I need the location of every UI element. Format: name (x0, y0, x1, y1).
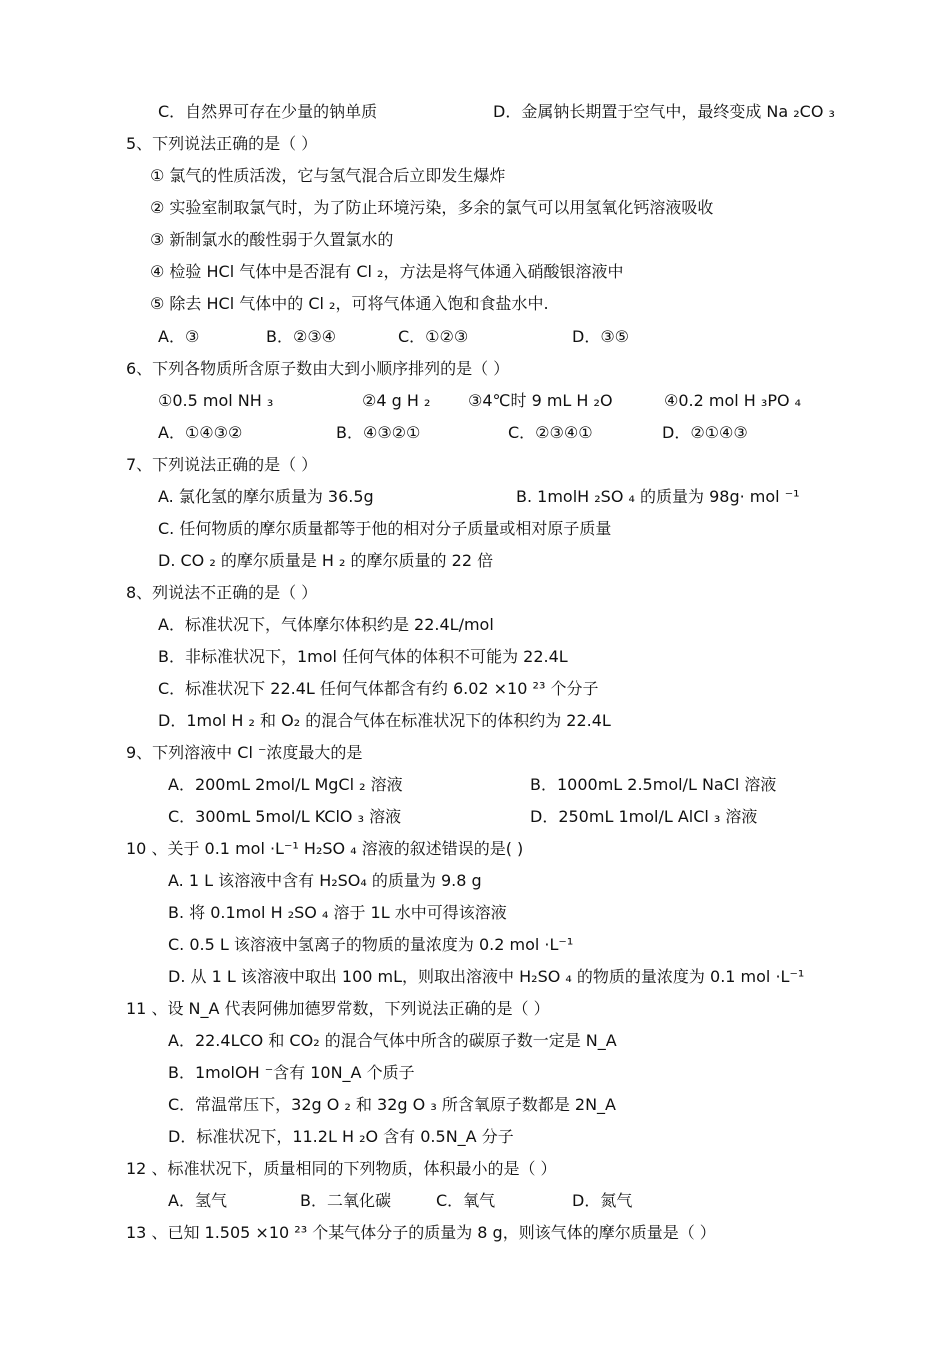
q10-option-a: A. 1 L 该溶液中含有 H₂SO₄ 的质量为 9.8 g (168, 871, 482, 890)
q11-option-a: A．22.4LCO 和 CO₂ 的混合气体中所含的碳原子数一定是 N_A (168, 1031, 617, 1050)
q6-item-3: ③4℃时 9 mL H ₂O (468, 391, 613, 410)
q5-item-2: ② 实验室制取氯气时，为了防止环境污染，多余的氯气可以用氢氧化钙溶液吸收 (150, 198, 714, 217)
q6-option-d: D．②①④③ (662, 423, 748, 442)
q9-option-b: B．1000mL 2.5mol/L NaCl 溶液 (530, 775, 777, 794)
q5-option-b: B．②③④ (266, 327, 337, 346)
q6-stem: 6、下列各物质所含原子数由大到小顺序排列的是（ ） (126, 359, 510, 378)
q5-item-1: ① 氯气的性质活泼，它与氢气混合后立即发生爆炸 (150, 166, 506, 185)
q10-option-b: B. 将 0.1mol H ₂SO ₄ 溶于 1L 水中可得该溶液 (168, 903, 507, 922)
q8-option-c: C．标准状况下 22.4L 任何气体都含有约 6.02 ×10 ²³ 个分子 (158, 679, 599, 698)
q10-option-d: D. 从 1 L 该溶液中取出 100 mL，则取出溶液中 H₂SO ₄ 的物质的量浓度为 0.1 mol ·L⁻¹ (168, 967, 805, 986)
q5-option-c: C．①②③ (398, 327, 469, 346)
q11-option-c: C．常温常压下，32g O ₂ 和 32g O ₃ 所含氧原子数都是 2N_A (168, 1095, 617, 1114)
q9-option-c: C．300mL 5mol/L KClO ₃ 溶液 (168, 807, 402, 826)
q12-option-a: A．氢气 (168, 1191, 227, 1210)
q7-option-c: C. 任何物质的摩尔质量都等于他的相对分子质量或相对原子质量 (158, 519, 612, 538)
q10-stem: 10 、关于 0.1 mol ·L⁻¹ H₂SO ₄ 溶液的叙述错误的是( ) (126, 839, 524, 858)
q12-option-c: C．氧气 (436, 1191, 496, 1210)
q7-stem: 7、下列说法正确的是（ ） (126, 455, 318, 474)
q11-stem: 11 、设 N_A 代表阿佛加德罗常数，下列说法正确的是（ ） (126, 999, 550, 1018)
q8-option-b: B．非标准状况下，1mol 任何气体的体积不可能为 22.4L (158, 647, 568, 666)
q5-option-d: D．③⑤ (572, 327, 630, 346)
q6-option-c: C．②③④① (508, 423, 593, 442)
q4-option-d: D．金属钠长期置于空气中，最终变成 Na ₂CO ₃ (493, 102, 835, 121)
q12-stem: 12 、标准状况下，质量相同的下列物质，体积最小的是（ ） (126, 1159, 557, 1178)
q10-option-c: C. 0.5 L 该溶液中氢离子的物质的量浓度为 0.2 mol ·L⁻¹ (168, 935, 574, 954)
q11-option-b: B．1molOH ⁻含有 10N_A 个质子 (168, 1063, 415, 1082)
q6-option-a: A．①④③② (158, 423, 243, 442)
q12-options (168, 1190, 632, 1212)
q6-item-4: ④0.2 mol H ₃PO ₄ (664, 391, 802, 410)
q9-stem: 9、下列溶液中 Cl ⁻浓度最大的是 (126, 743, 363, 762)
q6-item-1: ①0.5 mol NH ₃ (158, 391, 274, 410)
q13-stem: 13 、已知 1.505 ×10 ²³ 个某气体分子的质量为 8 g，则该气体的摩尔质量是（ ） (126, 1223, 716, 1242)
q6-item-2: ②4 g H ₂ (362, 391, 431, 410)
q4-option-c: C．自然界可存在少量的钠单质 (158, 102, 378, 121)
q7-option-d: D. CO ₂ 的摩尔质量是 H ₂ 的摩尔质量的 22 倍 (158, 551, 494, 570)
q5-option-a: A．③ (158, 327, 200, 346)
q7-option-a: A. 氯化氢的摩尔质量为 36.5g (158, 487, 374, 506)
q5-stem: 5、下列说法正确的是（ ） (126, 134, 318, 153)
q5-item-5: ⑤ 除去 HCl 气体中的 Cl ₂，可将气体通入饱和食盐水中. (150, 294, 549, 313)
q8-stem: 8、列说法不正确的是（ ） (126, 583, 318, 602)
q5-options (158, 326, 629, 348)
q5-item-4: ④ 检验 HCl 气体中是否混有 Cl ₂，方法是将气体通入硝酸银溶液中 (150, 262, 624, 281)
q11-option-d: D．标准状况下，11.2L H ₂O 含有 0.5N_A 分子 (168, 1127, 514, 1146)
q7-option-b: B. 1molH ₂SO ₄ 的质量为 98g· mol ⁻¹ (516, 487, 800, 506)
q12-option-d: D．氮气 (572, 1191, 633, 1210)
q8-option-a: A．标准状况下，气体摩尔体积约是 22.4L/mol (158, 615, 494, 634)
q9-option-d: D．250mL 1mol/L AlCl ₃ 溶液 (530, 807, 758, 826)
q5-item-3: ③ 新制氯水的酸性弱于久置氯水的 (150, 230, 394, 249)
q6-options (158, 422, 748, 444)
q12-option-b: B．二氧化碳 (300, 1191, 391, 1210)
q8-option-d: D．1mol H ₂ 和 O₂ 的混合气体在标准状况下的体积约为 22.4L (158, 711, 611, 730)
q9-option-a: A．200mL 2mol/L MgCl ₂ 溶液 (168, 775, 403, 794)
q6-items (158, 390, 801, 412)
q6-option-b: B．④③②① (336, 423, 421, 442)
